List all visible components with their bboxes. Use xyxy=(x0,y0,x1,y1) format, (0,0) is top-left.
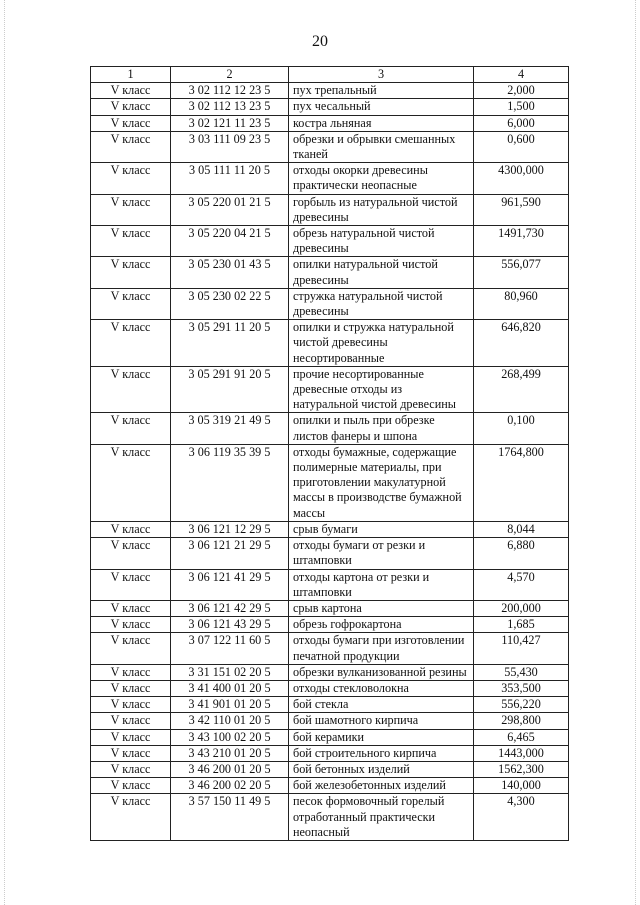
table-row xyxy=(91,366,569,413)
hazard-class-cell: V класс xyxy=(91,680,171,696)
table-row xyxy=(91,194,569,225)
column-header-4: 4 xyxy=(474,67,569,83)
table-row xyxy=(91,664,569,680)
mass-cell: 1,500 xyxy=(474,99,569,115)
waste-name-cell: отходы картона от резки и штамповки xyxy=(289,569,474,600)
mass-cell: 1,685 xyxy=(474,617,569,633)
waste-code-cell: 3 05 319 21 49 5 xyxy=(171,413,289,444)
table-row xyxy=(91,444,569,521)
waste-name-cell: обрезь натуральной чистой древесины xyxy=(289,226,474,257)
hazard-class-cell: V класс xyxy=(91,131,171,162)
waste-name-cell: опилки и стружка натуральной чистой древесины несортированные xyxy=(289,320,474,367)
waste-code-cell: 3 05 291 11 20 5 xyxy=(171,320,289,367)
mass-cell: 556,220 xyxy=(474,697,569,713)
hazard-class-cell: V класс xyxy=(91,600,171,616)
mass-cell: 0,100 xyxy=(474,413,569,444)
waste-code-cell: 3 02 112 12 23 5 xyxy=(171,83,289,99)
waste-code-cell: 3 31 151 02 20 5 xyxy=(171,664,289,680)
table-row xyxy=(91,521,569,537)
waste-code-cell: 3 06 121 21 29 5 xyxy=(171,538,289,569)
table-row xyxy=(91,115,569,131)
table-row xyxy=(91,226,569,257)
mass-cell: 556,077 xyxy=(474,257,569,288)
waste-code-cell: 3 57 150 11 49 5 xyxy=(171,794,289,841)
table-row xyxy=(91,794,569,841)
waste-name-cell: отходы бумаги при изготовлении печатной продукции xyxy=(289,633,474,664)
waste-code-cell: 3 41 400 01 20 5 xyxy=(171,680,289,696)
hazard-class-cell: V класс xyxy=(91,745,171,761)
mass-cell: 6,465 xyxy=(474,729,569,745)
table-row xyxy=(91,600,569,616)
hazard-class-cell: V класс xyxy=(91,99,171,115)
table-row xyxy=(91,320,569,367)
waste-code-cell: 3 43 100 02 20 5 xyxy=(171,729,289,745)
waste-name-cell: срыв бумаги xyxy=(289,521,474,537)
waste-name-cell: бой керамики xyxy=(289,729,474,745)
mass-cell: 1491,730 xyxy=(474,226,569,257)
table-row xyxy=(91,617,569,633)
mass-cell: 140,000 xyxy=(474,778,569,794)
table-row xyxy=(91,413,569,444)
waste-code-cell: 3 06 121 43 29 5 xyxy=(171,617,289,633)
hazard-class-cell: V класс xyxy=(91,729,171,745)
table-header-row xyxy=(91,67,569,83)
waste-name-cell: бой шамотного кирпича xyxy=(289,713,474,729)
waste-name-cell: обрезки вулканизованной резины xyxy=(289,664,474,680)
page-edge-right xyxy=(635,0,636,905)
waste-code-cell: 3 06 121 12 29 5 xyxy=(171,521,289,537)
mass-cell: 4,570 xyxy=(474,569,569,600)
page-number: 20 xyxy=(312,33,328,50)
waste-code-cell: 3 42 110 01 20 5 xyxy=(171,713,289,729)
mass-cell: 6,000 xyxy=(474,115,569,131)
waste-name-cell: горбыль из натуральной чистой древесины xyxy=(289,194,474,225)
hazard-class-cell: V класс xyxy=(91,257,171,288)
waste-code-cell: 3 02 121 11 23 5 xyxy=(171,115,289,131)
table-row xyxy=(91,633,569,664)
mass-cell: 268,499 xyxy=(474,366,569,413)
waste-name-cell: пух чесальный xyxy=(289,99,474,115)
waste-name-cell: бой железобетонных изделий xyxy=(289,778,474,794)
waste-name-cell: обрезки и обрывки смешанных тканей xyxy=(289,131,474,162)
table-row xyxy=(91,257,569,288)
waste-code-cell: 3 02 112 13 23 5 xyxy=(171,99,289,115)
column-header-3: 3 xyxy=(289,67,474,83)
hazard-class-cell: V класс xyxy=(91,521,171,537)
page-edge-left xyxy=(4,0,5,905)
waste-name-cell: отходы бумаги от резки и штамповки xyxy=(289,538,474,569)
table-row xyxy=(91,99,569,115)
hazard-class-cell: V класс xyxy=(91,413,171,444)
mass-cell: 4,300 xyxy=(474,794,569,841)
waste-name-cell: бой строительного кирпича xyxy=(289,745,474,761)
waste-name-cell: песок формовочный горелый отработанный практически неопасный xyxy=(289,794,474,841)
waste-code-cell: 3 05 111 11 20 5 xyxy=(171,163,289,194)
hazard-class-cell: V класс xyxy=(91,617,171,633)
mass-cell: 80,960 xyxy=(474,288,569,319)
column-header-1: 1 xyxy=(91,67,171,83)
hazard-class-cell: V класс xyxy=(91,115,171,131)
hazard-class-cell: V класс xyxy=(91,697,171,713)
waste-code-cell: 3 46 200 01 20 5 xyxy=(171,761,289,777)
mass-cell: 0,600 xyxy=(474,131,569,162)
mass-cell: 1562,300 xyxy=(474,761,569,777)
column-header-2: 2 xyxy=(171,67,289,83)
hazard-class-cell: V класс xyxy=(91,226,171,257)
hazard-class-cell: V класс xyxy=(91,163,171,194)
waste-name-cell: обрезь гофрокартона xyxy=(289,617,474,633)
waste-code-cell: 3 05 230 01 43 5 xyxy=(171,257,289,288)
waste-name-cell: опилки натуральной чистой древесины xyxy=(289,257,474,288)
waste-name-cell: отходы стекловолокна xyxy=(289,680,474,696)
hazard-class-cell: V класс xyxy=(91,288,171,319)
table-row xyxy=(91,131,569,162)
mass-cell: 200,000 xyxy=(474,600,569,616)
table-row xyxy=(91,538,569,569)
hazard-class-cell: V класс xyxy=(91,778,171,794)
waste-name-cell: бой стекла xyxy=(289,697,474,713)
hazard-class-cell: V класс xyxy=(91,761,171,777)
waste-code-cell: 3 05 220 04 21 5 xyxy=(171,226,289,257)
waste-code-cell: 3 07 122 11 60 5 xyxy=(171,633,289,664)
hazard-class-cell: V класс xyxy=(91,320,171,367)
hazard-class-cell: V класс xyxy=(91,569,171,600)
table-row xyxy=(91,288,569,319)
mass-cell: 961,590 xyxy=(474,194,569,225)
waste-name-cell: стружка натуральной чистой древесины xyxy=(289,288,474,319)
waste-name-cell: бой бетонных изделий xyxy=(289,761,474,777)
table-row xyxy=(91,680,569,696)
mass-cell: 298,800 xyxy=(474,713,569,729)
waste-code-cell: 3 43 210 01 20 5 xyxy=(171,745,289,761)
waste-name-cell: срыв картона xyxy=(289,600,474,616)
mass-cell: 110,427 xyxy=(474,633,569,664)
hazard-class-cell: V класс xyxy=(91,194,171,225)
waste-code-cell: 3 05 220 01 21 5 xyxy=(171,194,289,225)
hazard-class-cell: V класс xyxy=(91,633,171,664)
hazard-class-cell: V класс xyxy=(91,794,171,841)
table-row xyxy=(91,83,569,99)
waste-code-cell: 3 05 230 02 22 5 xyxy=(171,288,289,319)
mass-cell: 353,500 xyxy=(474,680,569,696)
waste-name-cell: прочие несортированные древесные отходы из натуральной чистой древесины xyxy=(289,366,474,413)
table-row xyxy=(91,697,569,713)
waste-code-cell: 3 05 291 91 20 5 xyxy=(171,366,289,413)
table-row xyxy=(91,569,569,600)
table-body xyxy=(91,83,569,841)
mass-cell: 646,820 xyxy=(474,320,569,367)
waste-name-cell: пух трепальный xyxy=(289,83,474,99)
waste-name-cell: костра льняная xyxy=(289,115,474,131)
table-row xyxy=(91,745,569,761)
hazard-class-cell: V класс xyxy=(91,444,171,521)
hazard-class-cell: V класс xyxy=(91,83,171,99)
waste-code-cell: 3 46 200 02 20 5 xyxy=(171,778,289,794)
hazard-class-cell: V класс xyxy=(91,713,171,729)
table-row xyxy=(91,163,569,194)
mass-cell: 8,044 xyxy=(474,521,569,537)
mass-cell: 1443,000 xyxy=(474,745,569,761)
table-row xyxy=(91,778,569,794)
hazard-class-cell: V класс xyxy=(91,664,171,680)
waste-code-cell: 3 06 119 35 39 5 xyxy=(171,444,289,521)
table-row xyxy=(91,761,569,777)
mass-cell: 4300,000 xyxy=(474,163,569,194)
hazard-class-cell: V класс xyxy=(91,366,171,413)
table-row xyxy=(91,729,569,745)
waste-name-cell: отходы бумажные, содержащие полимерные материалы, при приготовлении макулатурной массы в производстве бумажной массы xyxy=(289,444,474,521)
mass-cell: 2,000 xyxy=(474,83,569,99)
table-row xyxy=(91,713,569,729)
mass-cell: 1764,800 xyxy=(474,444,569,521)
waste-table xyxy=(90,66,569,841)
waste-code-cell: 3 06 121 41 29 5 xyxy=(171,569,289,600)
waste-name-cell: отходы окорки древесины практически неопасные xyxy=(289,163,474,194)
mass-cell: 6,880 xyxy=(474,538,569,569)
mass-cell: 55,430 xyxy=(474,664,569,680)
hazard-class-cell: V класс xyxy=(91,538,171,569)
waste-code-cell: 3 41 901 01 20 5 xyxy=(171,697,289,713)
waste-code-cell: 3 06 121 42 29 5 xyxy=(171,600,289,616)
waste-code-cell: 3 03 111 09 23 5 xyxy=(171,131,289,162)
waste-name-cell: опилки и пыль при обрезке листов фанеры и шпона xyxy=(289,413,474,444)
